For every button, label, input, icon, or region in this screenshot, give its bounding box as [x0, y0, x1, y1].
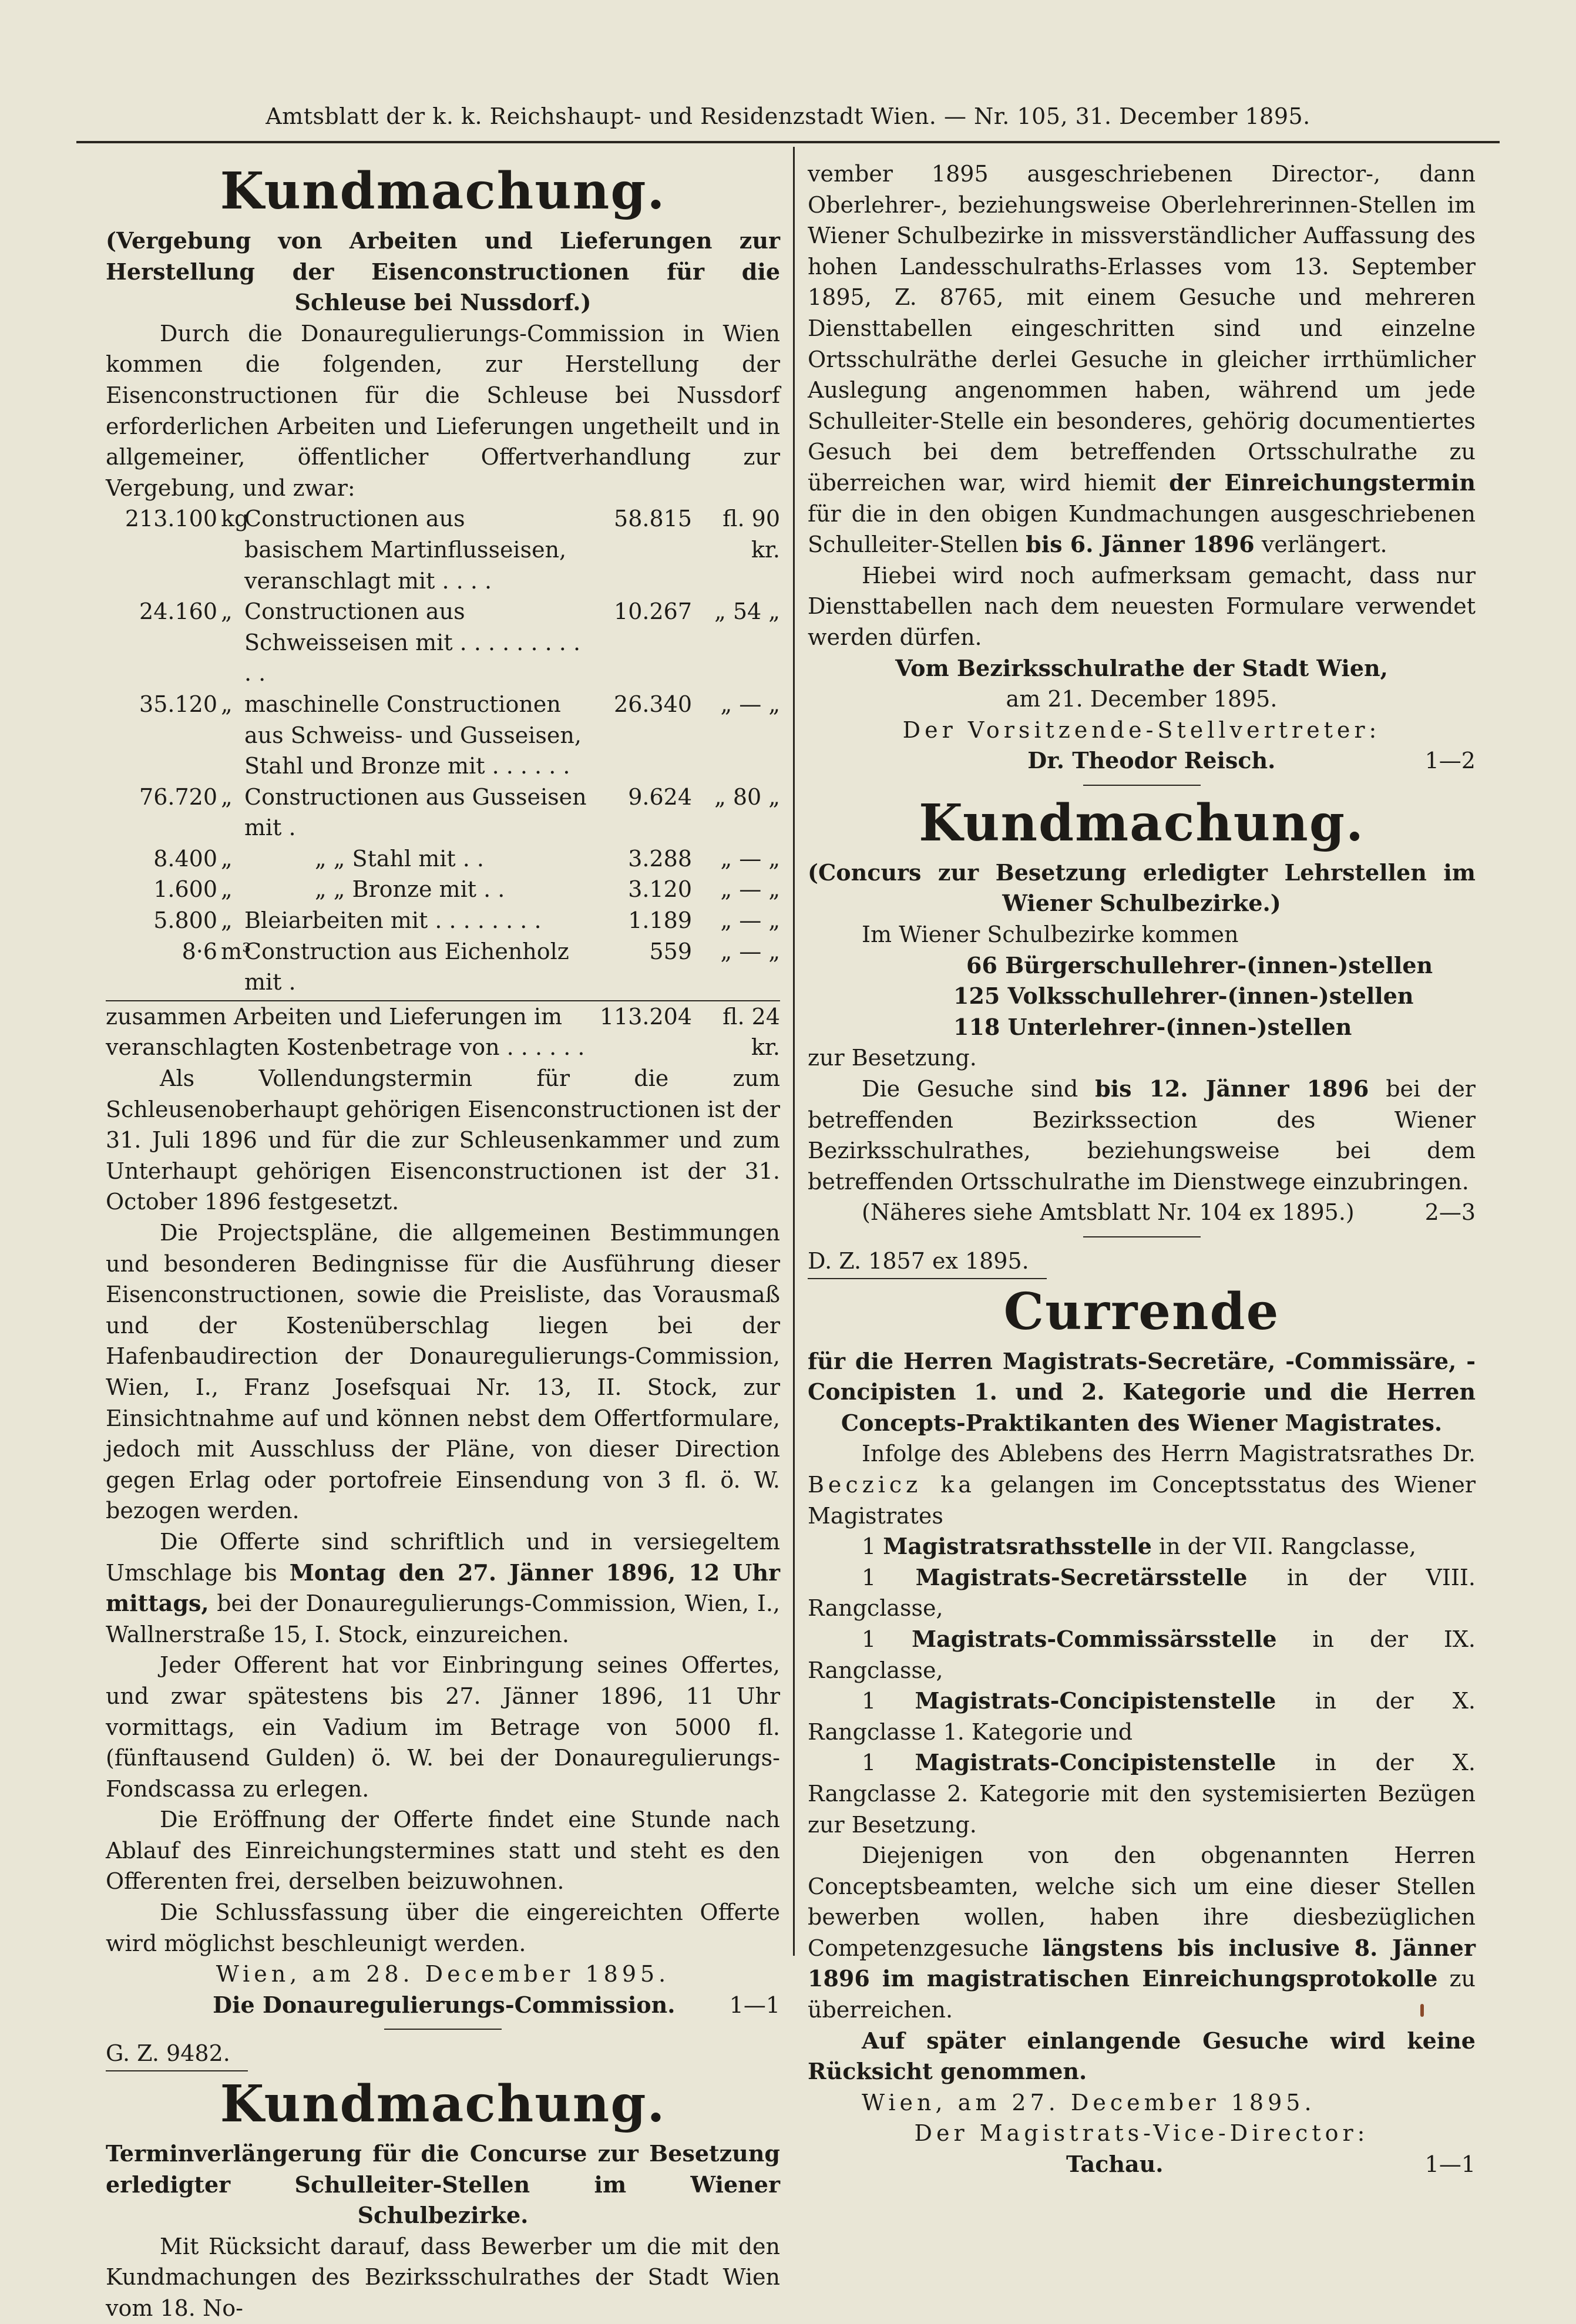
notice-text: vember 1895 ausgeschriebenen Director-, dann Oberlehrer-, beziehungsweise Oberlehrerinnen-Stellen im Wiener Schulbezirke in missverständlicher Auffassung des hohen Landesschulraths-Erlasses vom 13. September 1895, Z. 8765, mit einem Gesuche und mehreren Diensttabellen eingeschritten sind und einzelne Ortsschulräthe derlei Gesuche in gleicher irrthümlicher Auslegung angenommen haben, während um jede Schulleiter-Stelle ein besonderes, gehörig documentiertes Gesuch bei dem betreffenden Ortsschulrathe zu überreichen war, wird hiemit der Einreichungstermin für die in den obigen Kundmachungen ausgeschriebenen Schulleiter-Stellen bis 6. Jänner 1896 verlängert.: [808, 161, 1476, 558]
signatory-role: Der Magistrats-Vice-Director:: [914, 2120, 1369, 2147]
paper-stain-mark: [1420, 2004, 1424, 2017]
notice-subtitle: Terminverlängerung für die Concurse zur Besetzung erledigter Schulleiter-Stellen im Wiener Schulbezirke.: [106, 2140, 780, 2229]
cost-items: [106, 503, 780, 1063]
header-rule: [76, 141, 1500, 143]
note-line: [808, 1197, 1476, 1228]
signature-line: [808, 2149, 1476, 2180]
section-rule: [1083, 1236, 1201, 1237]
notice-title: Kundmachung.: [220, 162, 666, 221]
plans-paragraph: Die Projectspläne, die allgemeinen Bestimmungen und besonderen Bedingnisse für die Ausführung dieser Eisenconstructionen, sowie die Preisliste, das Vorausmaß und der Kostenüberschlag liegen bei der Hafenbaudirection der Donauregulierungs-Commission, Wien, I., Franz Josefsquai Nr. 13, II. Stock, zur Einsichtnahme auf und können nebst dem Offertformulare, jedoch mit Ausschluss der Pläne, von dieser Direction gegen Erlag oder portofreie Einsendung von 3 fl. ö. W. bezogen werden.: [106, 1220, 780, 1524]
completion-paragraph: Als Vollendungstermin für die zum Schleusenoberhaupt gehörigen Eisenconstructionen ist der 31. Juli 1896 und für die zur Schleusenkammer und zum Unterhaupt gehörigen Eisenconstructionen ist der 31. October 1896 festgesetzt.: [106, 1065, 780, 1215]
application-paragraph: Diejenigen von den obgenannten Herren Conceptsbeamten, welche sich um eine dieser Stellen bewerben wollen, haben ihre diesbezüglichen Competenzgesuche längstens bis inclusive 8. Jänner 1896 im magistratischen Einreichungsprotokolle zu überreichen.: [808, 1842, 1476, 2023]
offer-paragraph: Die Offerte sind schriftlich und in versiegeltem Umschlage bis Montag den 27. Jänner 1896, 12 Uhr mittags, bei der Donauregulierungs-Commission, Wien, I., Wallnerstraße 15, I. Stock, einzureichen.: [106, 1528, 781, 1647]
position-item: 66 Bürgerschullehrer-(innen-)stellen: [966, 951, 1433, 978]
late-notice: Auf später einlangende Gesuche wird keine Rücksicht genommen.: [808, 2027, 1476, 2085]
authority: Vom Bezirksschulrathe der Stadt Wien,: [895, 654, 1388, 681]
section-rule: [1083, 785, 1201, 786]
sequence-number: 1—1: [1424, 2151, 1476, 2178]
signature: Die Donauregulierungs-Commission.: [213, 1991, 676, 2018]
cost-item: 76.720 „ Constructionen aus Gusseisen mit . 9.624 „ 80 „: [139, 783, 780, 841]
column-divider: [793, 147, 795, 1956]
notice-subtitle: für die Herren Magistrats-Secretäre, -Commissäre, -Concipisten 1. und 2. Kategorie und die Herren Concepts-Praktikanten des Wiener Magistrates.: [808, 1347, 1476, 1436]
vacancy-item: 1 Magistrats-Commissärsstelle in der IX. Rangclasse,: [808, 1625, 1476, 1683]
hint-paragraph: Hiebei wird noch aufmerksam gemacht, dass nur Diensttabellen nach dem neuesten Formulare verwendet werden dürfen.: [808, 562, 1476, 650]
signature: Tachau.: [1066, 2151, 1164, 2178]
page-header: Amtsblatt der k. k. Reichshaupt- und Residenzstadt Wien. — Nr. 105, 31. December 1895.: [266, 103, 1310, 129]
cost-total: zusammen Arbeiten und Lieferungen im veranschlagten Kostenbetrage von . . . . . . 113.204 fl. 24 kr.: [106, 1000, 780, 1063]
sequence-number: 1—1: [729, 1992, 780, 2018]
notice-intro: Infolge des Ablebens des Herrn Magistratsrathes Dr. Beczicz ka gelangen im Conceptsstatus des Wiener Magistrates: [808, 1441, 1476, 1529]
notice-intro: Durch die Donauregulierungs-Commission in Wien kommen die folgenden, zur Herstellung der Eisenconstructionen für die Schleuse bei Nussdorf erforderlichen Arbeiten und Lieferungen ungetheilt und in allgemeiner, öffentlicher Offertverhandlung zur Vergebung, und zwar:: [106, 320, 780, 501]
notice-subtitle: (Vergebung von Arbeiten und Lieferungen zur Herstellung der Eisenconstructionen für die Schleuse bei Nussdorf.): [106, 227, 780, 316]
position-item: 118 Unterlehrer-(innen-)stellen: [953, 1013, 1352, 1040]
besetzung-text: zur Besetzung.: [808, 1045, 977, 1071]
decision-paragraph: Die Schlussfassung über die eingereichten Offerte wird möglichst beschleunigt werden.: [106, 1899, 780, 1956]
cost-item: 24.160 „ Constructionen aus Schweisseisen mit . . . . . . . . . . . 10.267 „ 54 „: [139, 598, 780, 687]
vacancy-item: 1 Magistratsrathsstelle in der VII. Rangclasse,: [862, 1533, 1416, 1560]
notice-currende: [808, 1246, 1476, 2180]
section-rule: [384, 2029, 502, 2030]
signature-line: [808, 745, 1476, 776]
notice-eisenconstructionen: [106, 162, 780, 2020]
cost-item: 8·6 m³ Construction aus Eichenholz mit . 559 „ — „: [182, 938, 780, 995]
signatory-role: Der Vorsitzende-Stellvertreter:: [902, 717, 1381, 743]
notice-date: am 21. December 1895.: [1006, 686, 1278, 712]
cost-item: 213.100 kg Constructionen aus basischem Martinflusseisen, veranschlagt mit . . . . 58.815 fl. 90 kr.: [125, 506, 780, 594]
sequence-number: 1—2: [1424, 748, 1476, 774]
cost-item: 1.600 „ „ „ Bronze mit . . 3.120 „ — „: [153, 876, 780, 903]
notice-date: Wien, am 28. December 1895.: [216, 1961, 670, 1987]
notice-intro: Im Wiener Schulbezirke kommen: [862, 921, 1239, 948]
notice-title: Kundmachung.: [220, 2074, 666, 2134]
left-column: [106, 159, 780, 2324]
opening-paragraph: Die Eröffnung der Offerte findet eine Stunde nach Ablauf des Einreichungstermines statt und steht es den Offerenten frei, derselben beizuwohnen.: [106, 1807, 780, 1895]
note: (Näheres siehe Amtsblatt Nr. 104 ex 1895.): [862, 1199, 1355, 1226]
vacancy-item: 1 Magistrats-Secretärsstelle in der VIII. Rangclasse,: [808, 1563, 1476, 1622]
notice-title: Currende: [1003, 1282, 1280, 1341]
cost-item: 8.400 „ „ „ Stahl mit . . 3.288 „ — „: [153, 845, 780, 872]
notice-text: Mit Rücksicht darauf, dass Bewerber um die mit den Kundmachungen des Bezirksschulrathes der Stadt Wien vom 18. No-: [106, 2233, 780, 2321]
cost-item: 35.120 „ maschinelle Constructionen aus Schweiss- und Gusseisen, Stahl und Bronze mit . . . . . . 26.340 „ — „: [139, 691, 780, 779]
position-item: 125 Volksschullehrer-(innen-)stellen: [953, 983, 1414, 1010]
reference-number: G. Z. 9482.: [106, 2038, 248, 2071]
vacancy-item: 1 Magistrats-Concipistenstelle in der X. Rangclasse 1. Kategorie und: [808, 1687, 1476, 1745]
cost-item: 5.800 „ Bleiarbeiten mit . . . . . . . . 1.189 „ — „: [153, 907, 780, 934]
notice-terminverlaengerung-continued: [808, 159, 1476, 776]
signature: Dr. Theodor Reisch.: [1027, 747, 1276, 774]
notice-terminverlaengerung: [106, 2038, 780, 2323]
sequence-number: 2—3: [1424, 1199, 1476, 1226]
notice-lehrstellen: [808, 794, 1476, 1228]
right-column: [808, 159, 1476, 2180]
reference-number: D. Z. 1857 ex 1895.: [808, 1246, 1047, 1279]
vadium-paragraph: Jeder Offerent hat vor Einbringung seines Offertes, und zwar spätestens bis 27. Jänner 1896, 11 Uhr vormittags, ein Vadium im Betrage von 5000 fl. (fünftausend Gulden) ö. W. bei der Donauregulierungs-Fondscassa zu erlegen.: [106, 1652, 780, 1802]
vacancy-item: 1 Magistrats-Concipistenstelle in der X. Rangclasse 2. Kategorie mit den systemisierten Bezügen zur Besetzung.: [808, 1749, 1476, 1838]
notice-title: Kundmachung.: [919, 793, 1365, 853]
notice-text: Die Gesuche sind bis 12. Jänner 1896 bei der betreffenden Bezirkssection des Wiener Bezirksschulrathes, beziehungsweise bei dem betreffenden Ortsschulrathe im Dienstwege einzubringen.: [808, 1075, 1476, 1195]
notice-date: Wien, am 27. December 1895.: [862, 2089, 1316, 2116]
notice-subtitle: (Concurs zur Besetzung erledigter Lehrstellen im Wiener Schulbezirke.): [808, 859, 1476, 917]
signature-line: [106, 1990, 780, 2021]
